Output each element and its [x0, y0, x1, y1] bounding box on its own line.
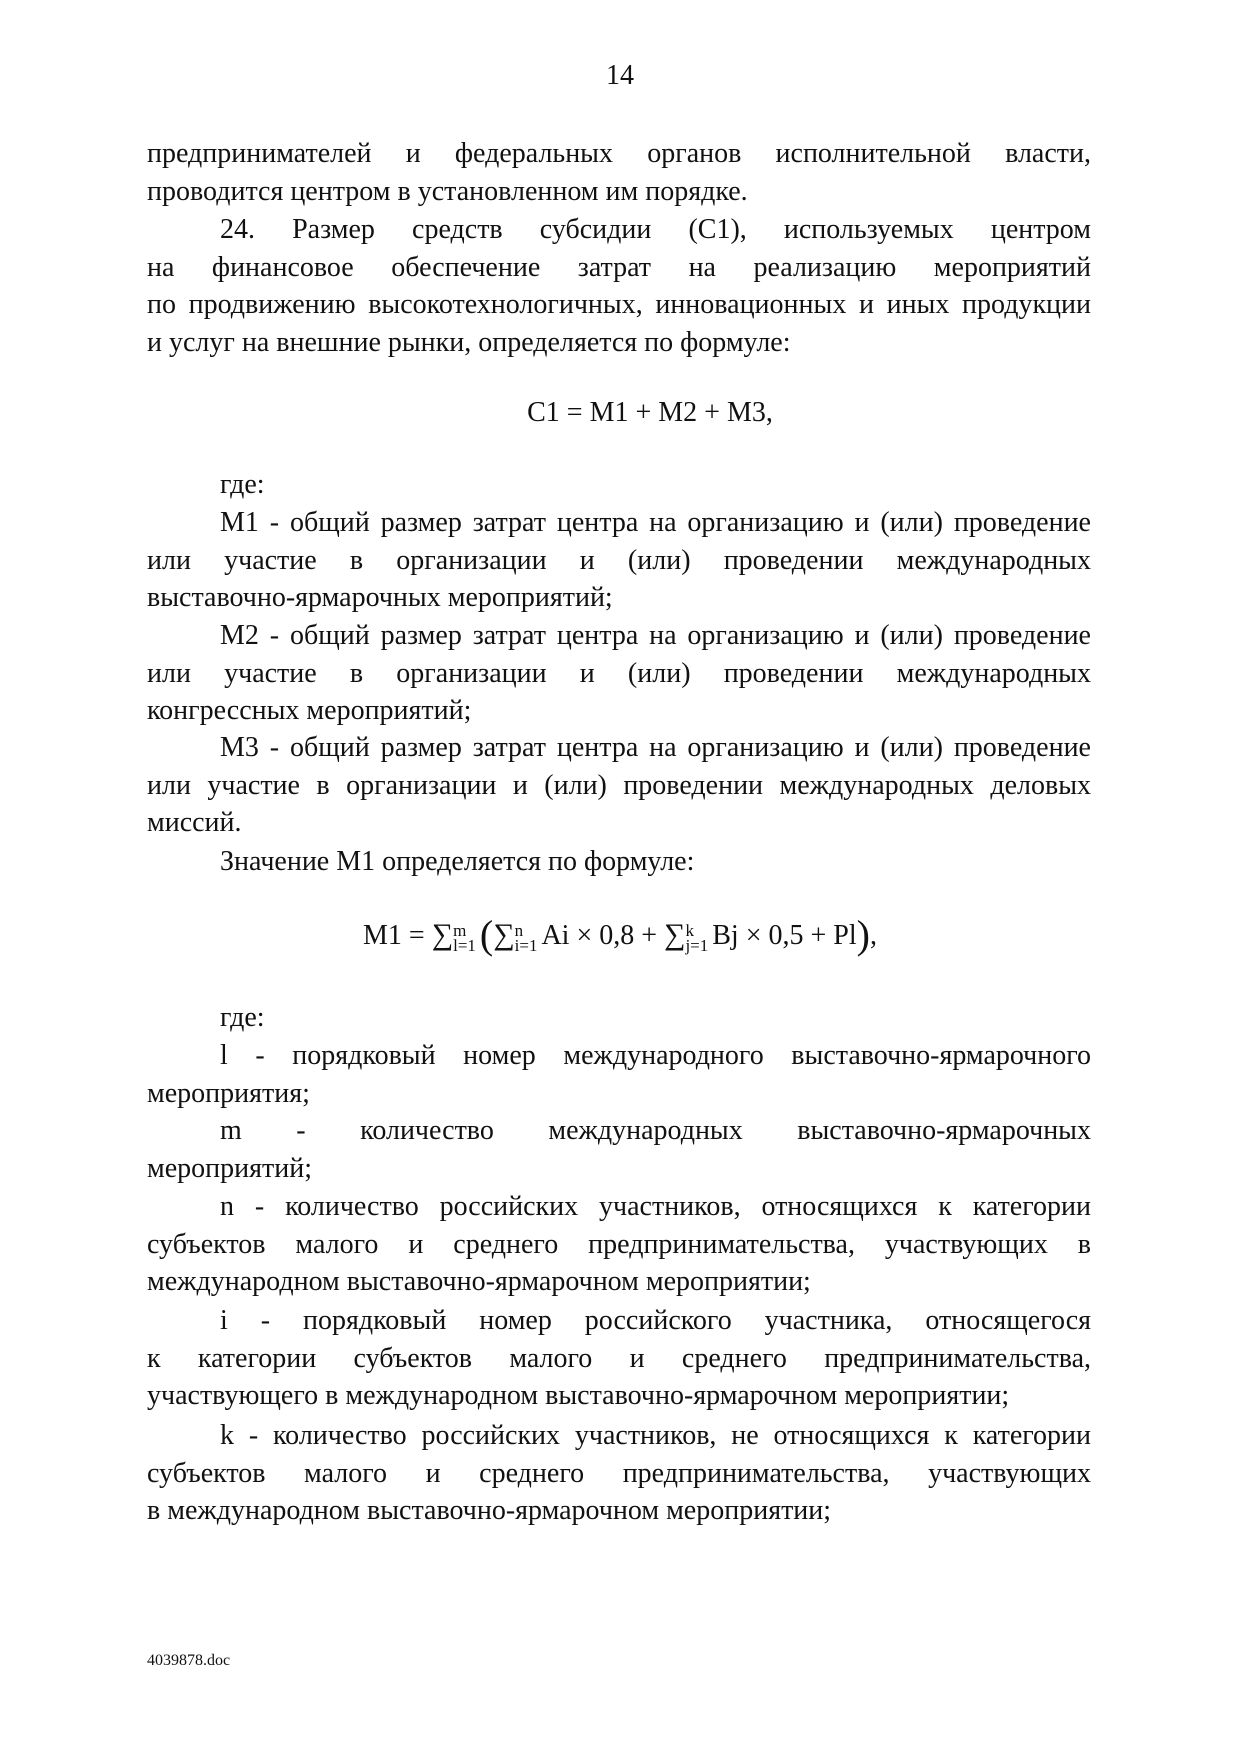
definition-n — [147, 1188, 1091, 1301]
text-line: М3 - общий размер затрат центра на организацию и (или) проведение — [220, 732, 1091, 763]
definition-i — [147, 1302, 1091, 1415]
text-line: мероприятий; — [147, 1152, 312, 1184]
text-line: 24. Размер средств субсидии (С1), используемых центром — [220, 214, 1091, 245]
where-label-1 — [147, 466, 1091, 504]
paren-open: ( — [479, 912, 494, 957]
definition-m — [147, 1112, 1091, 1187]
formula-end: , — [869, 920, 877, 951]
formula-term: Bj × 0,5 + Pl — [712, 920, 857, 951]
sum-symbol: ∑ — [431, 918, 454, 951]
text-line: предпринимателей и федеральных органов исполнительной власти, — [147, 138, 1091, 169]
footer-filename: 4039878.doc — [147, 1652, 231, 1669]
sum-upper: n — [514, 920, 524, 940]
definition-m1 — [147, 504, 1091, 617]
sum-limits — [514, 920, 538, 955]
text-line: выставочно-ярмарочных мероприятий; — [147, 582, 613, 614]
text-line: миссий. — [147, 807, 242, 839]
text-line: l - порядковый номер международного выставочно-ярмарочного — [220, 1040, 1091, 1071]
sum-limits — [453, 920, 476, 955]
text-line: мероприятия; — [147, 1077, 310, 1109]
formula-lhs: M1 = — [363, 920, 425, 951]
text-line: n - количество российских участников, относящихся к категории — [220, 1191, 1091, 1222]
text-line: или участие в организации и (или) проведении международных — [147, 544, 1091, 576]
text-line: участвующего в международном выставочно-ярмарочном мероприятии; — [147, 1380, 1010, 1412]
text-line: субъектов малого и среднего предпринимательства, участвующих — [147, 1457, 1091, 1489]
text-line: Значение М1 определяется по формуле: — [220, 846, 695, 877]
text-line: проводится центром в установленном им порядке. — [147, 175, 748, 207]
sum-lower: i=1 — [514, 935, 538, 955]
sum-lower: j=1 — [685, 935, 709, 955]
text-line: конгрессных мероприятий; — [147, 695, 472, 727]
definition-k — [147, 1417, 1091, 1530]
text-line: i - порядковый номер российского участника, относящегося — [220, 1305, 1091, 1336]
text-line: субъектов малого и среднего предпринимательства, участвующих в — [147, 1228, 1091, 1260]
text-line: М1 - общий размер затрат центра на организацию и (или) проведение — [220, 507, 1091, 538]
text-line: на финансовое обеспечение затрат на реализацию мероприятий — [147, 251, 1091, 283]
text-line: m - количество международных выставочно-ярмарочных — [220, 1115, 1091, 1146]
sum-symbol: ∑ — [664, 918, 686, 951]
formula-m1 — [0, 912, 1240, 957]
definition-m2 — [147, 617, 1091, 730]
paragraph-intro — [147, 135, 1091, 210]
text-line: и услуг на внешние рынки, определяется по формуле: — [147, 327, 791, 359]
formula-term: Ai × 0,8 + — [541, 920, 658, 951]
text-line: в международном выставочно-ярмарочном мероприятии; — [147, 1495, 832, 1527]
paragraph-24 — [147, 211, 1091, 362]
definition-l — [147, 1037, 1091, 1112]
text-line: международном выставочно-ярмарочном мероприятии; — [147, 1266, 811, 1298]
page-number: 14 — [606, 60, 634, 91]
sum-limits — [685, 920, 709, 955]
m1-intro — [147, 843, 1091, 881]
text-line: М2 - общий размер затрат центра на организацию и (или) проведение — [220, 620, 1091, 651]
text-line: k - количество российских участников, не относящихся к категории — [220, 1420, 1091, 1451]
text-line: по продвижению высокотехнологичных, инновационных и иных продукции — [147, 289, 1091, 321]
text-line: к категории субъектов малого и среднего предпринимательства, — [147, 1342, 1091, 1374]
paren-close: ) — [856, 912, 870, 957]
where-label-2 — [147, 999, 1091, 1037]
text-line: или участие в организации и (или) проведении международных — [147, 657, 1091, 689]
sum-upper: m — [453, 920, 467, 940]
formula-c1: С1 = М1 + М2 + М3, — [527, 397, 773, 428]
sum-upper: k — [685, 920, 694, 940]
definition-m3 — [147, 729, 1091, 842]
sum-symbol: ∑ — [493, 918, 515, 951]
text-line: где: — [220, 469, 265, 500]
text-line: где: — [220, 1002, 265, 1033]
sum-lower: l=1 — [453, 935, 476, 955]
text-line: или участие в организации и (или) проведении международных деловых — [147, 769, 1091, 801]
